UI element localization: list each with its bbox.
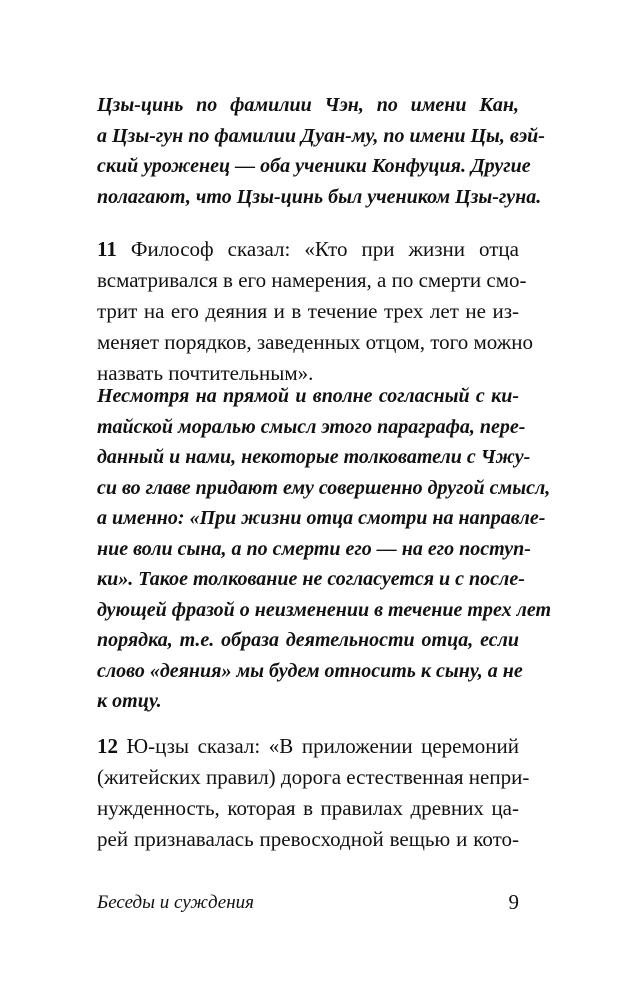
text-line: нужденность, которая в правилах древних ца- <box>97 796 519 820</box>
paragraph-number: 11 <box>97 237 117 261</box>
text-line: Несмотря на прямой и вполне согласный с ки- <box>97 385 519 407</box>
paragraph-first-line-text: Ю-цзы сказал: «В приложении церемоний <box>118 734 519 758</box>
text-line: назвать почтительным». <box>97 361 314 385</box>
text-line: си во главе придают ему совершенно другой смысл, <box>97 476 551 499</box>
text-line: ки». Такое толкование не согласуется и с после- <box>97 568 525 590</box>
running-title: Беседы и суждения <box>97 892 254 913</box>
text-line: а Цзы-гун по фамилии Дуан-му, по имени Цы, вэй- <box>97 124 545 147</box>
text-line: трит на его деяния и в течение трех лет не из- <box>97 299 519 323</box>
text-line: рей признавалась превосходной вещью и кото- <box>97 827 519 851</box>
text-line: ский уроженец — оба ученики Конфуция. Другие <box>97 155 531 177</box>
text-line: к отцу. <box>97 690 162 712</box>
text-line: тайской моралью смысл этого параграфа, пере- <box>97 415 526 438</box>
text-line: меняет порядков, заведенных отцом, того можно <box>97 330 533 354</box>
page-number: 9 <box>508 890 519 914</box>
text-line: всматривался в его намерения, а по смерти смо- <box>97 268 527 292</box>
paragraph-11 <box>97 234 533 389</box>
commentary-block-1 <box>97 90 545 212</box>
paragraph-number: 12 <box>97 734 118 758</box>
text-line: Цзы-цинь по фамилии Чэн, по имени Кан, <box>97 94 519 116</box>
page-footer <box>97 892 519 918</box>
text-line: дующей фразой о неизменении в течение трех лет <box>97 598 552 621</box>
text-line: (житейских правил) дорога естественная непри- <box>97 765 530 789</box>
text-line: а именно: «При жизни отца смотри на направле- <box>97 507 546 529</box>
text-line: данный и нами, некоторые толкователи с Чжу- <box>97 446 531 468</box>
paragraph-12 <box>97 731 530 855</box>
paragraph-first-line <box>97 234 519 265</box>
text-line: порядка, т.е. образа деятельности отца, если <box>97 629 519 651</box>
paragraph-first-line-text: Философ сказал: «Кто при жизни отца <box>116 237 519 261</box>
text-line: полагают, что Цзы-цинь был учеником Цзы-гуна. <box>97 185 542 208</box>
commentary-block-2 <box>97 381 552 717</box>
paragraph-first-line <box>97 731 519 762</box>
text-line: слово «деяния» мы будем относить к сыну, а не <box>97 659 523 682</box>
text-line: ние воли сына, а по смерти его — на его поступ- <box>97 537 531 560</box>
